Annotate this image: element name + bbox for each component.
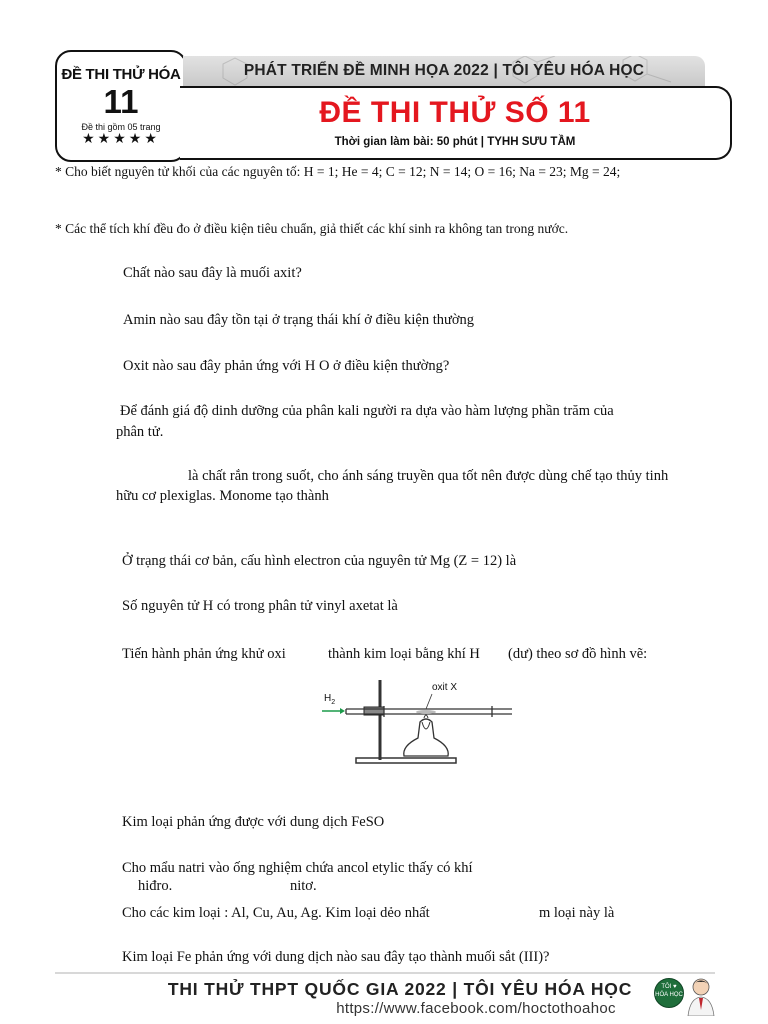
badge-title: ĐỀ THI THỬ HÓA — [61, 66, 181, 83]
exam-badge — [55, 50, 187, 162]
question-12: Kim loại Fe phản ứng với dung dịch nào sau đây tạo thành muối sắt (III)? — [122, 949, 550, 965]
question-10-option-a: hiđro. — [138, 878, 173, 894]
question-9: Kim loại phản ứng được với dung dịch FeSO — [122, 814, 385, 830]
question-3: Oxit nào sau đây phản ứng với H O ở điều kiện thường? — [123, 358, 450, 374]
question-8-part1: Tiến hành phản ứng khử oxi — [122, 646, 286, 662]
banner-text: PHÁT TRIỂN ĐỀ MINH HỌA 2022 | TÔI YÊU HÓA HỌC — [243, 62, 645, 79]
badge-number: 11 — [103, 83, 139, 120]
question-2: Amin nào sau đây tồn tại ở trạng thái khí ở điều kiện thường — [123, 312, 475, 328]
question-4-line1: Để đánh giá độ dinh dưỡng của phân kali người ra dựa vào hàm lượng phần trăm của — [120, 403, 614, 419]
reduction-apparatus-figure — [316, 676, 512, 772]
badge-stars: ★★★★★ — [82, 132, 160, 147]
gas-conditions-note: * Các thể tích khí đều đo ở điều kiện tiêu chuẩn, giả thiết các khí sinh ra không tan trong nước. — [55, 221, 569, 236]
question-1: Chất nào sau đây là muối axit? — [123, 265, 302, 281]
atomic-masses-note: * Cho biết nguyên tử khối của các nguyên tố: H = 1; He = 4; C = 12; N = 14; O = 16; Na = 23; Mg = 24; — [55, 164, 621, 179]
exam-subtitle: Thời gian làm bài: 50 phút | TYHH SƯU TẦM — [334, 136, 576, 148]
question-10-line1: Cho mẩu natri vào ống nghiệm chứa ancol etylic thấy có khí — [122, 860, 473, 876]
question-5-line1: là chất rắn trong suốt, cho ánh sáng truyền qua tốt nên được dùng chế tạo thủy tinh — [188, 468, 669, 484]
title-box — [180, 86, 732, 160]
header-banner — [183, 56, 705, 86]
footer-url[interactable]: https://www.facebook.com/hoctothoahoc — [336, 1000, 616, 1017]
question-4-line2: phân tử. — [116, 424, 164, 440]
question-11-part2: m loại này là — [539, 905, 615, 921]
footer-divider — [55, 972, 715, 974]
question-7: Số nguyên tử H có trong phân tử vinyl axetat là — [122, 598, 398, 614]
question-10-option-b: nitơ. — [290, 878, 317, 894]
question-8-part2: thành kim loại bằng khí H — [328, 646, 480, 662]
question-5-line2: hữu cơ plexiglas. Monome tạo thành — [116, 488, 329, 504]
footer-title: THI THỬ THPT QUỐC GIA 2022 | TÔI YÊU HÓA HỌC — [167, 979, 633, 999]
tyhh-logo: TÔI ♥ HÓA HỌC — [654, 978, 684, 1008]
badge-pages: Đề thi gồm 05 trang — [81, 122, 161, 132]
question-11-part1: Cho các kim loại : Al, Cu, Au, Ag. Kim loại dẻo nhất — [122, 905, 430, 921]
question-8-part3: (dư) theo sơ đồ hình vẽ: — [508, 646, 648, 662]
author-avatar-icon — [686, 976, 716, 1016]
exam-title: ĐỀ THI THỬ SỐ 11 — [319, 96, 591, 129]
question-6: Ở trạng thái cơ bản, cấu hình electron của nguyên tử Mg (Z = 12) là — [122, 553, 517, 569]
oxide-label: oxit X — [432, 682, 458, 693]
gas-label: $H_2$ — [324, 693, 336, 706]
